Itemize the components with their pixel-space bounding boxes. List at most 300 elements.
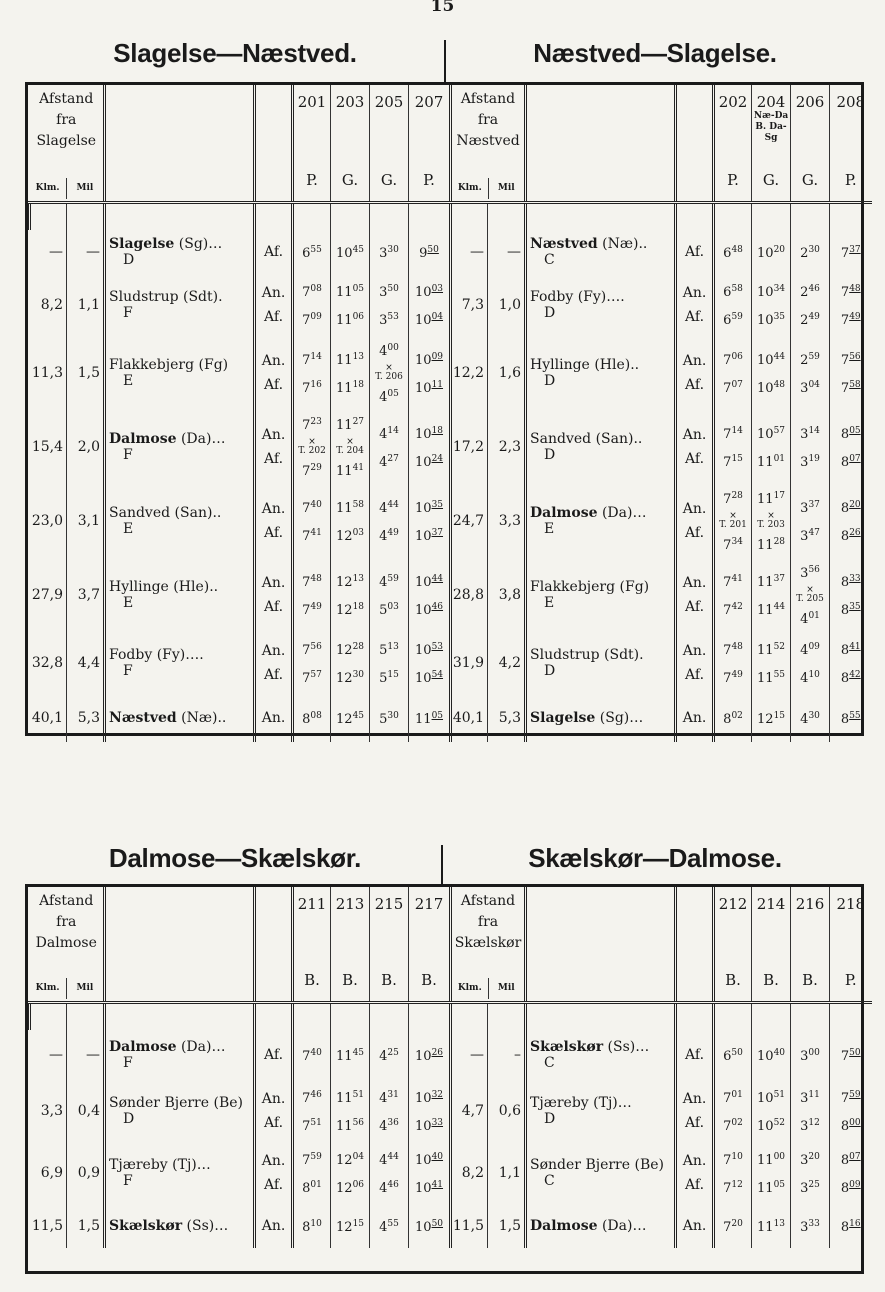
leader-dots: … <box>635 1039 650 1055</box>
distance-klm: 27,9 <box>31 587 63 603</box>
time-value: $12^{45}$ <box>336 711 365 727</box>
time-cell <box>409 336 451 410</box>
connection-note: × T. 202 <box>298 437 326 456</box>
station-cell <box>526 1080 676 1142</box>
an-af-label: An. <box>261 1218 286 1234</box>
time-value: $6^{58}$ <box>723 284 743 300</box>
fra-label: fra <box>56 914 77 930</box>
station-name: Sønder Bjerre <box>530 1157 631 1173</box>
an-af-label: An. <box>682 1218 707 1234</box>
arrival-departure-cell <box>676 1142 714 1204</box>
time-value: $8^{20}$ <box>840 500 861 516</box>
leader-dots: … <box>211 1039 226 1055</box>
station-name-line <box>109 357 228 373</box>
time-value: $8^{26}$ <box>840 528 861 544</box>
table-row <box>30 410 872 484</box>
train-header <box>370 887 409 1003</box>
station-cell <box>105 230 255 274</box>
distance-klm: 17,2 <box>451 410 488 484</box>
time-value: $4^{10}$ <box>800 670 820 686</box>
time-cell <box>714 1030 752 1080</box>
distance-klm: 11,5 <box>31 1218 63 1234</box>
table-row <box>30 694 872 742</box>
time-cell <box>293 1204 331 1248</box>
station-name-line <box>530 505 646 521</box>
time-value: $11^{55}$ <box>757 670 786 686</box>
leader-dots: .. <box>630 357 640 373</box>
distance-mil: 2,0 <box>67 410 105 484</box>
time-cell <box>331 1080 370 1142</box>
time-value: $10^{37}$ <box>415 528 444 544</box>
time-cell <box>331 1142 370 1204</box>
time-value: $6^{59}$ <box>723 312 743 328</box>
time-value: $12^{28}$ <box>336 642 365 658</box>
distance-mil: 1,5 <box>67 336 105 410</box>
arrival-departure-cell <box>676 336 714 410</box>
time-value: $5^{13}$ <box>379 642 399 658</box>
station-cell <box>105 336 255 410</box>
station-code: F <box>123 663 133 679</box>
train-type: B. <box>802 971 818 989</box>
time-cell <box>370 410 409 484</box>
time-value: $4^{27}$ <box>379 454 399 470</box>
train-header <box>830 887 872 1003</box>
arrival-departure-cell <box>676 410 714 484</box>
time-value: $7^{58}$ <box>840 380 861 396</box>
time-value: $3^{37}$ <box>800 500 820 516</box>
train-type: B. <box>342 971 358 989</box>
station-name: Dalmose <box>530 1218 598 1234</box>
time-value: $4^{30}$ <box>800 711 820 727</box>
time-cell <box>714 694 752 742</box>
arrival-departure-cell <box>676 484 714 558</box>
station-abbr: (San) <box>174 505 213 521</box>
train-number: 217 <box>414 895 444 913</box>
train-type: B. <box>421 971 437 989</box>
train-type: P. <box>727 171 739 189</box>
time-value: $5^{03}$ <box>379 602 399 618</box>
time-value: $4^{44}$ <box>379 500 399 516</box>
time-cell <box>409 274 451 336</box>
an-af-label: Af. <box>264 1047 284 1063</box>
time-cell <box>293 1080 331 1142</box>
station-code: D <box>123 252 135 268</box>
time-cell <box>714 1142 752 1204</box>
train-header <box>830 85 872 203</box>
time-value: $10^{34}$ <box>757 284 786 300</box>
time-cell <box>752 1142 791 1204</box>
time-value: $2^{46}$ <box>800 284 820 300</box>
time-cell <box>331 230 370 274</box>
time-value: $12^{03}$ <box>336 528 365 544</box>
train-number: 207 <box>414 93 444 111</box>
station-code: F <box>123 1055 133 1071</box>
train-header <box>370 85 409 203</box>
arrival-departure-cell <box>255 632 293 694</box>
klm-label: Klm. <box>452 978 489 999</box>
time-cell <box>791 410 830 484</box>
distance-mil: 4,4 <box>67 632 105 694</box>
time-cell <box>331 558 370 632</box>
time-cell <box>331 694 370 742</box>
fra-label: fra <box>477 112 499 128</box>
distance-mil: – <box>488 1030 526 1080</box>
time-value: $8^{41}$ <box>840 642 861 658</box>
time-value: $12^{06}$ <box>336 1180 365 1196</box>
train-type: B. <box>763 971 779 989</box>
station-name-line <box>530 647 644 663</box>
train-header <box>409 887 451 1003</box>
train-header <box>293 887 331 1003</box>
time-value: $5^{15}$ <box>379 670 399 686</box>
title-naestved-slagelse: Næstved—Slagelse. <box>533 38 777 68</box>
time-cell <box>293 336 331 410</box>
time-cell <box>791 1204 830 1248</box>
title-slagelse-naestved: Slagelse—Næstved. <box>113 38 357 68</box>
time-value: $11^{13}$ <box>757 1219 786 1235</box>
time-cell <box>791 1080 830 1142</box>
arrival-departure-cell <box>255 410 293 484</box>
time-cell <box>293 1142 331 1204</box>
an-af-label: Af. <box>264 667 284 683</box>
time-value: $3^{11}$ <box>800 1090 820 1106</box>
time-value: $11^{45}$ <box>336 1048 365 1064</box>
train-number: 206 <box>795 93 825 111</box>
an-af-label: Af. <box>264 525 284 541</box>
station-name-line <box>109 236 222 252</box>
station-name-line <box>109 1218 228 1234</box>
time-value: $4^{14}$ <box>379 426 399 442</box>
time-cell <box>370 1080 409 1142</box>
mil-label: Mil <box>497 983 515 993</box>
station-abbr: (Tj) <box>172 1157 197 1173</box>
leader-dots: .. <box>633 431 643 447</box>
page-number: 15 <box>430 0 455 16</box>
time-value: $7^{29}$ <box>302 463 322 479</box>
time-value: $10^{51}$ <box>757 1090 786 1106</box>
distance-mil: 1,0 <box>488 274 526 336</box>
time-value: $7^{40}$ <box>302 1048 322 1064</box>
time-value: $11^{41}$ <box>336 463 365 479</box>
station-name: Tjæreby <box>530 1095 589 1111</box>
station-abbr: (Fg) <box>619 579 650 595</box>
time-value: $7^{56}$ <box>302 642 322 658</box>
time-value: $9^{50}$ <box>419 245 439 261</box>
distance-mil: 5,3 <box>488 694 526 742</box>
train-type: P. <box>306 171 318 189</box>
leader-dots: .. <box>638 236 648 252</box>
an-af-label: Af. <box>685 309 705 325</box>
time-value: $7^{41}$ <box>302 528 322 544</box>
time-cell <box>752 336 791 410</box>
time-value: $10^{57}$ <box>757 426 786 442</box>
an-af-label: Af. <box>685 667 705 683</box>
time-cell <box>752 274 791 336</box>
an-af-label: An. <box>682 501 707 517</box>
time-cell <box>791 558 830 632</box>
time-cell <box>752 694 791 742</box>
station-name: Dalmose <box>530 505 598 521</box>
arrival-departure-cell <box>255 274 293 336</box>
time-cell <box>830 336 872 410</box>
table-row <box>30 336 872 410</box>
station-name-line <box>530 579 649 595</box>
time-cell <box>830 1142 872 1204</box>
time-cell <box>752 1080 791 1142</box>
mil-label: Mil <box>76 983 94 993</box>
distance-mil: 0,4 <box>67 1080 105 1142</box>
time-value: $8^{09}$ <box>840 1180 861 1196</box>
train-type: P. <box>844 171 857 189</box>
arrival-departure-cell <box>255 230 293 274</box>
station-name-line <box>530 1095 632 1111</box>
station-name: Næstved <box>109 710 177 726</box>
train-type: B. <box>381 971 397 989</box>
train-header <box>791 887 830 1003</box>
table-row <box>30 1204 872 1248</box>
time-cell <box>830 1080 872 1142</box>
afstand-label: Afstand <box>460 91 516 107</box>
distance-mil: — <box>67 1030 105 1080</box>
leader-dots: … <box>632 1218 647 1234</box>
station-abbr: (Fg) <box>198 357 229 373</box>
time-value: $11^{58}$ <box>336 500 365 516</box>
time-cell <box>409 410 451 484</box>
time-cell <box>409 558 451 632</box>
station-abbr: (Da) <box>180 431 212 447</box>
distance-klm: 8,2 <box>40 297 63 313</box>
time-cell <box>370 336 409 410</box>
time-cell <box>409 230 451 274</box>
time-value: $8^{42}$ <box>840 670 861 686</box>
an-af-label: An. <box>261 643 286 659</box>
leader-dots: .. <box>212 505 222 521</box>
arrival-departure-cell <box>255 1142 293 1204</box>
time-cell <box>791 1030 830 1080</box>
time-value: $12^{18}$ <box>336 602 365 618</box>
time-cell <box>409 1204 451 1248</box>
station-cell <box>105 274 255 336</box>
distance-klm: 7,3 <box>451 274 488 336</box>
train-number: 218 <box>836 895 866 913</box>
station-name: Skælskør <box>109 1218 183 1234</box>
station-name-line <box>530 1218 646 1234</box>
time-value: $7^{49}$ <box>840 312 861 328</box>
unit-labels <box>30 178 104 199</box>
time-value: $10^{54}$ <box>415 670 444 686</box>
an-af-label: An. <box>261 285 286 301</box>
distance-mil: 1,1 <box>67 274 105 336</box>
station-abbr: (Ss) <box>607 1039 636 1055</box>
time-value: $10^{50}$ <box>415 1219 444 1235</box>
distance-header <box>30 85 105 203</box>
arrival-departure-cell <box>676 1080 714 1142</box>
time-value: $7^{07}$ <box>723 380 743 396</box>
time-cell <box>714 336 752 410</box>
station-code: E <box>123 595 134 611</box>
station-abbr: (Tj) <box>593 1095 618 1111</box>
origin-station-label: Næstved <box>456 133 520 149</box>
station-code: E <box>123 521 134 537</box>
time-value: $4^{36}$ <box>379 1118 399 1134</box>
train-number: 211 <box>297 895 327 913</box>
time-value: $10^{11}$ <box>415 380 444 396</box>
time-value: $10^{40}$ <box>757 1048 786 1064</box>
train-type: P. <box>844 971 857 989</box>
afstand-label: Afstand <box>39 91 94 107</box>
arrival-departure-cell <box>255 1030 293 1080</box>
station-name-line <box>530 710 643 726</box>
time-value: $11^{56}$ <box>336 1118 365 1134</box>
station-cell <box>105 694 255 742</box>
station-name: Fodby <box>530 289 574 305</box>
connection-note: × T. 203 <box>757 511 785 530</box>
train-type: G. <box>341 171 359 189</box>
time-cell <box>370 1030 409 1080</box>
station-cell <box>526 632 676 694</box>
time-cell <box>293 230 331 274</box>
time-value: $7^{02}$ <box>723 1118 743 1134</box>
arrival-departure-header <box>676 85 714 203</box>
leader-dots: … <box>211 431 226 447</box>
unit-labels <box>30 978 104 999</box>
station-name-line <box>530 289 625 305</box>
time-cell <box>714 274 752 336</box>
time-cell <box>370 694 409 742</box>
train-header <box>331 887 370 1003</box>
time-value: $3^{20}$ <box>800 1152 820 1168</box>
an-af-label: Af. <box>685 599 705 615</box>
station-code: D <box>544 1111 556 1127</box>
station-code: E <box>544 521 555 537</box>
time-cell <box>791 694 830 742</box>
station-header <box>526 887 676 1003</box>
station-name: Slagelse <box>530 710 596 726</box>
klm-label: Klm. <box>30 178 67 199</box>
time-value: $3^{56}$ <box>800 565 820 581</box>
arrival-departure-cell <box>676 1204 714 1248</box>
distance-klm: 8,2 <box>451 1142 488 1204</box>
title-divider <box>441 845 443 885</box>
time-value: $11^{00}$ <box>757 1152 786 1168</box>
time-value: $3^{33}$ <box>800 1219 820 1235</box>
time-value: $10^{32}$ <box>415 1090 444 1106</box>
an-af-label: An. <box>682 427 707 443</box>
station-name: Sandved <box>109 505 171 521</box>
connection-note: × T. 204 <box>336 437 364 456</box>
station-name: Sludstrup <box>109 289 179 305</box>
station-name-line <box>109 1157 211 1173</box>
time-value: $7^{20}$ <box>723 1219 743 1235</box>
time-value: $7^{16}$ <box>302 380 322 396</box>
time-cell <box>830 410 872 484</box>
time-cell <box>791 274 830 336</box>
train-header <box>331 85 370 203</box>
time-cell <box>791 1142 830 1204</box>
distance-klm: 11,3 <box>31 365 63 381</box>
an-af-label: Af. <box>685 1115 705 1131</box>
time-value: $7^{34}$ <box>723 537 743 553</box>
station-name: Flakkebjerg <box>109 357 195 373</box>
time-value: $10^{09}$ <box>415 352 444 368</box>
station-name: Dalmose <box>109 1039 177 1055</box>
time-cell <box>752 230 791 274</box>
time-value: $8^{10}$ <box>302 1219 322 1235</box>
station-code: C <box>544 1055 555 1071</box>
time-value: $4^{09}$ <box>800 642 820 658</box>
time-cell <box>409 484 451 558</box>
time-cell <box>370 1142 409 1204</box>
an-af-label: Af. <box>264 309 284 325</box>
time-value: $7^{23}$ <box>302 417 322 433</box>
distance-mil: 1,6 <box>488 336 526 410</box>
time-value: $3^{47}$ <box>800 528 820 544</box>
station-name: Fodby <box>109 647 153 663</box>
time-value: $2^{49}$ <box>800 312 820 328</box>
time-cell <box>409 1142 451 1204</box>
distance-klm: 28,8 <box>451 558 488 632</box>
an-af-label: Af. <box>264 377 284 393</box>
station-code: C <box>544 252 555 268</box>
arrival-departure-cell <box>255 1204 293 1248</box>
station-code: D <box>544 305 556 321</box>
time-value: $8^{00}$ <box>840 1118 861 1134</box>
station-abbr: (Næ) <box>181 710 218 726</box>
time-cell <box>331 410 370 484</box>
time-value: $2^{59}$ <box>800 352 820 368</box>
time-value: $7^{59}$ <box>840 1090 861 1106</box>
station-abbr: (Be) <box>213 1095 243 1111</box>
time-value: $4^{49}$ <box>379 528 399 544</box>
leader-dots: … <box>214 1218 229 1234</box>
time-value: $7^{49}$ <box>723 670 743 686</box>
time-value: $7^{01}$ <box>723 1090 743 1106</box>
arrival-departure-header <box>255 887 293 1003</box>
time-value: $11^{51}$ <box>336 1090 365 1106</box>
leader-dots: … <box>617 1095 632 1111</box>
time-cell <box>752 558 791 632</box>
distance-klm: 24,7 <box>451 484 488 558</box>
station-abbr: (Sdt). <box>604 647 644 663</box>
time-value: $7^{08}$ <box>302 284 322 300</box>
station-code: E <box>123 373 134 389</box>
time-value: $11^{05}$ <box>757 1180 786 1196</box>
distance-klm: 3,3 <box>40 1103 63 1119</box>
fra-label: fra <box>56 112 77 128</box>
time-cell <box>714 558 752 632</box>
table-row <box>30 632 872 694</box>
station-name-line <box>109 289 223 305</box>
unit-labels <box>452 978 524 999</box>
time-value: $7^{42}$ <box>723 602 743 618</box>
distance-mil: 2,3 <box>488 410 526 484</box>
arrival-departure-cell <box>255 336 293 410</box>
station-cell <box>526 558 676 632</box>
timetable-grid <box>28 85 872 742</box>
an-af-label: Af. <box>264 1115 284 1131</box>
distance-mil: 0,6 <box>488 1080 526 1142</box>
time-cell <box>370 632 409 694</box>
distance-mil: 3,1 <box>67 484 105 558</box>
station-cell <box>105 410 255 484</box>
train-number: 214 <box>756 895 786 913</box>
station-cell <box>526 230 676 274</box>
leader-dots: … <box>629 710 644 726</box>
connection-note: × T. 206 <box>375 363 403 382</box>
station-name: Flakkebjerg <box>530 579 616 595</box>
time-value: $4^{55}$ <box>379 1219 399 1235</box>
station-name: Slagelse <box>109 236 175 252</box>
